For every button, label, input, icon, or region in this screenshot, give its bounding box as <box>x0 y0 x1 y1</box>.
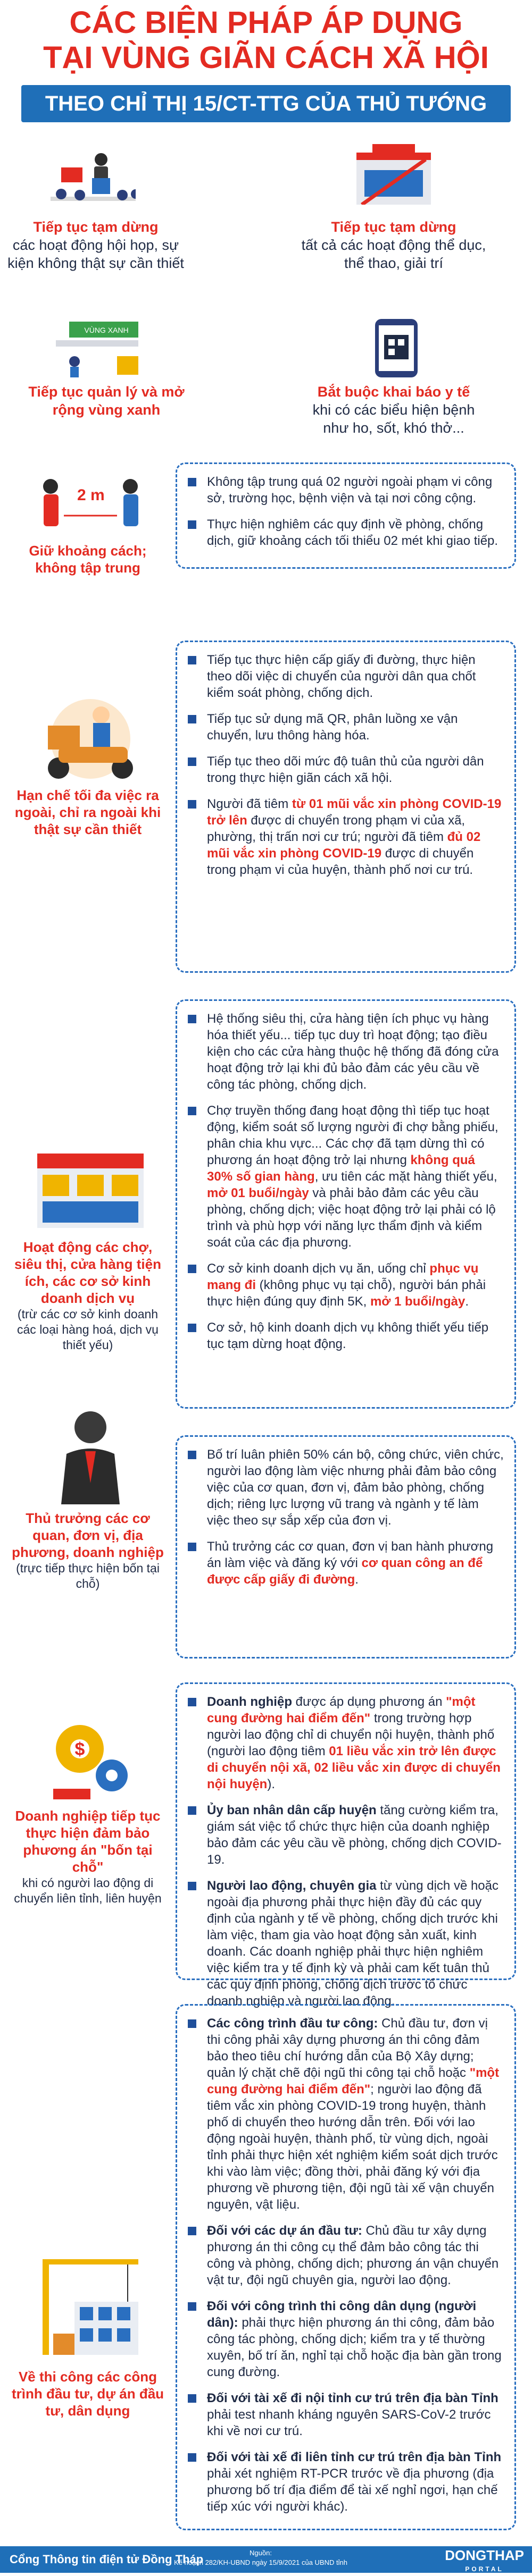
bullet-text: mở 01 buổi/ngày <box>207 1186 309 1200</box>
bullet-square-icon <box>188 478 196 486</box>
bullet-item <box>188 2449 504 2515</box>
bullet-item <box>188 1802 504 1868</box>
bullet-text: trong trường hợp người lao động chỉ di chuyển nội huyện, thành phố (người lao động tiêm <box>207 1711 495 1758</box>
footer-source <box>160 2548 362 2567</box>
section-4-heading: Thủ trưởng các cơ quan, đơn vị, địa phương, doanh nghiệp <box>12 1510 164 1560</box>
bullet-square-icon <box>188 1107 196 1115</box>
bullet-text: Thực hiện nghiêm các quy định về phòng, chống dịch, giữ khoảng cách tối thiểu 02 mét khi giao tiếp. <box>207 517 498 548</box>
bullet-text: tăng cường kiểm tra, giám sát việc tổ chức thực hiện của doanh nghiệp bảo đảm các yêu cầu về phòng, chống dịch COVID-19. <box>207 1803 502 1867</box>
bullet-text: Đối với các dự án đầu tư: <box>207 2224 362 2238</box>
qr-phone-icon <box>372 319 458 383</box>
bullet-text: cơ quan công an để được cấp giấy đi đường <box>207 1556 483 1587</box>
bullet-text: phải thực hiện phương án thi công, đảm bảo công tác phòng, chống dịch; kiểm tra y tế thường xuyên, bố trí ăn, nghỉ tại chỗ hoặc địa bàn gần trong cung đường. <box>207 2316 502 2379</box>
bullet-item <box>188 1878 504 2009</box>
bullet-item <box>188 1260 504 1310</box>
bullet-text: từ 01 mũi vắc xin phòng COVID-19 trở lên <box>207 797 502 828</box>
section-1-side <box>8 542 168 576</box>
footer <box>0 2546 532 2573</box>
top-item-3 <box>11 383 202 419</box>
section-3-sub: (trừ các cơ sở kinh doanh các loại hàng hoá, dịch vụ thiết yếu) <box>17 1307 159 1352</box>
bullet-text: Doanh nghiệp <box>207 1695 292 1709</box>
section-2-side <box>8 787 168 838</box>
bullet-text: và phải bảo đảm các yêu cầu phòng, chống dịch; việc hoạt động trở lại phải có lộ trình và phù hợp với năng lực thẩm định và kiểm soát của các địa phương. <box>207 1186 496 1250</box>
bullet-text: không quá 30% số gian hàng <box>207 1153 475 1184</box>
section-2-heading: Hạn chế tối đa việc ra ngoài, chỉ ra ngoài khi thật sự cần thiết <box>14 787 161 837</box>
bullet-text: Chủ đầu tư, đơn vị thi công phải xây dựng phương án thi công đảm bảo theo tiêu chí hướng dẫn của Bộ Xây dựng; quản lý chặt chẽ đội ngũ thi công tại chỗ hoặc <box>207 2016 488 2080</box>
bullet-text: được áp dụng phương án <box>292 1695 446 1709</box>
bullet-square-icon <box>188 656 196 664</box>
top-item-1-text: các hoạt động hội họp, sự kiện không thật sự cần thiết <box>7 237 184 271</box>
top-item-4 <box>298 383 489 437</box>
bullet-square-icon <box>188 520 196 529</box>
bullet-text: (không phục vụ tại chỗ), người bán phải thực hiện đúng quy định 5K, <box>207 1278 486 1309</box>
section-4-box <box>176 1435 516 1659</box>
bullet-item <box>188 652 504 701</box>
bullet-square-icon <box>188 2227 196 2235</box>
top-item-1-heading: Tiếp tục tạm dừng <box>33 219 159 235</box>
svg-text:$: $ <box>74 1739 85 1760</box>
bullet-square-icon <box>188 1324 196 1332</box>
bullet-square-icon <box>188 2453 196 2462</box>
bullet-square-icon <box>188 1698 196 1706</box>
bullet-item <box>188 2015 504 2213</box>
bullet-text: Cơ sở, hộ kinh doanh dịch vụ không thiết yếu tiếp tục tạm dừng hoạt động. <box>207 1320 489 1351</box>
bullet-square-icon <box>188 2019 196 2028</box>
subtitle-banner: THEO CHỈ THỊ 15/CT-TTG CỦA THỦ TƯỚNG CHÍNH PHỦ <box>21 85 511 122</box>
bullet-item <box>188 2390 504 2439</box>
bullet-item <box>188 1011 504 1093</box>
bullet-item <box>188 1694 504 1792</box>
section-4-side <box>8 1510 168 1592</box>
bullet-text: . <box>355 1572 359 1587</box>
bullet-square-icon <box>188 1806 196 1815</box>
bullet-text: Đối với công trình thi công dân dụng (người dân): <box>207 2299 477 2330</box>
section-3-heading: Hoạt động các chợ, siêu thị, cửa hàng tiện ích, các cơ sở kinh doanh dịch vụ <box>14 1239 161 1306</box>
footer-portal-name: Cổng Thông tin điện tử Đồng Tháp <box>10 2553 204 2566</box>
bullet-text: Tiếp tục theo dõi mức độ tuân thủ của người dân trong thực hiện giãn cách xã hội. <box>207 754 484 785</box>
manager-icon <box>56 1409 125 1504</box>
bullet-text: 01 liều vắc xin trở lên được di chuyển nội xã, 02 liều vắc xin được di chuyển nội huyện <box>207 1744 501 1791</box>
bullet-text: . <box>465 1294 469 1309</box>
bullet-item <box>188 711 504 744</box>
top-item-3-heading: Tiếp tục quản lý và mở rộng vùng xanh <box>28 384 185 418</box>
section-4-sub: (trực tiếp thực hiện bốn tại chỗ) <box>16 1561 160 1590</box>
construction-icon <box>32 2254 149 2360</box>
bullet-text: Bố trí luân phiên 50% cán bộ, công chức, viên chức, người lao động làm việc nhưng phải đảm bảo công việc của cơ quan, đơn vị, đảm bảo phòng, chống dịch; riêng lực lượng vũ trang và ngành y tế làm việc theo sự sắp xếp của đơn vị. <box>207 1447 504 1528</box>
bullet-square-icon <box>188 1451 196 1459</box>
section-1-box <box>176 462 516 569</box>
bullet-text: được di chuyển trong phạm vi của huyện, thành phố nơi cư trú. <box>207 846 474 877</box>
bullet-text: ; người lao động đã tiêm vắc xin phòng COVID-19 trong huyện, thành phố di chuyển theo hướng dẫn trên. Đối với lao động ngoài huyện, thành phố, từ vùng dịch, ngoài tỉnh phải thực hiện xét nghiệm kiểm soát dịch trước khi vào làm việc; đồng thời, phải đăng ký với địa phương về phương tiện, đội ngũ tài xế vận chuyển nguyên, vật liệu. <box>207 2082 498 2212</box>
bullet-item <box>188 753 504 786</box>
section-5-box <box>176 1682 516 2008</box>
bullet-text: đủ 02 mũi vắc xin phòng COVID-19 <box>207 830 481 861</box>
page-title <box>0 5 532 75</box>
section-5-heading: Doanh nghiệp tiếp tục thực hiện đảm bảo phương án "bốn tại chỗ" <box>15 1808 161 1875</box>
bullet-text: phải xét nghiệm RT-PCR trước về địa phương (địa phương bố trí địa điểm để tài xế nghỉ ngơi, hạn chế tiếp xúc với người khác). <box>207 2466 498 2514</box>
bullet-text: , ưu tiên các mặt hàng thiết yếu, <box>314 1169 497 1184</box>
market-stores-icon <box>32 1143 149 1233</box>
bullet-text: Người lao động, chuyên gia <box>207 1879 377 1893</box>
bullet-item <box>188 2223 504 2288</box>
section-1-heading: Giữ khoảng cách; không tập trung <box>29 543 147 576</box>
footer-brand-sub: PORTAL <box>465 2565 504 2573</box>
section-6-side <box>8 2368 168 2419</box>
bullet-text: mở 1 buổi/ngày <box>370 1294 466 1309</box>
bullet-square-icon <box>188 715 196 723</box>
footer-brand: DONGTHAP <box>445 2547 524 2563</box>
top-item-2-heading: Tiếp tục tạm dừng <box>331 219 456 235</box>
bullet-text: Cơ sở kinh doanh dịch vụ ăn, uống chỉ <box>207 1261 430 1276</box>
bullet-text: từ vùng dịch về hoặc ngoài địa phương phải thực hiện đầy đủ các quy định của ngành y tế về phòng, chống dịch trước khi làm việc, tham gia vào hoạt động sản xuất, kinh doanh. Các doanh nghiệp phải thực hiện nghiêm việc kiểm tra y tế định kỳ và phải cam kết tuân thủ các quy định phòng, chống dịch trước tổ chức doanh nghiệp và người lao động. <box>207 1879 499 2008</box>
section-3-box <box>176 999 516 1409</box>
delivery-scooter-icon <box>27 696 154 781</box>
bullet-text: "một cung đường hai điểm đến" <box>207 2066 500 2097</box>
bullet-square-icon <box>188 1015 196 1023</box>
section-5-sub: khi có người lao động di chuyển liên tỉnh, liên huyện <box>14 1876 162 1905</box>
bullet-item <box>188 1446 504 1529</box>
bullet-square-icon <box>188 2394 196 2403</box>
top-item-2 <box>298 218 489 272</box>
bullet-item <box>188 516 504 549</box>
bullet-square-icon <box>188 757 196 766</box>
bullet-text: ). <box>267 1777 276 1791</box>
bullet-text: phục vụ mang đi <box>207 1261 479 1292</box>
section-6-box <box>176 2004 516 2530</box>
bullet-text: Đối với tài xế đi liên tỉnh cư trú trên địa bàn Tỉnh <box>207 2450 502 2464</box>
bullet-item <box>188 1319 504 1352</box>
top-item-2-text: tất cả các hoạt động thể dục, thể thao, giải trí <box>301 237 486 271</box>
bullet-text: Hệ thống siêu thị, cửa hàng tiện ích phục vụ hàng hóa thiết yếu... tiếp tục duy trì hoạt động; tạo điều kiện cho các cửa hàng thuộc hệ thống đã đóng cửa hoạt động trở lại khi đủ bảo đảm các yêu cầu về công tác phòng, chống dịch. <box>207 1012 499 1092</box>
bullet-text: được di chuyển trong phạm vi của xã, phường, thị trấn nơi cư trú; người đã tiêm <box>207 813 466 844</box>
title-line-2: TẠI VÙNG GIÃN CÁCH XÃ HỘI <box>43 40 489 75</box>
green-zone-sign: VÙNG XANH <box>84 326 129 334</box>
title-line-1: CÁC BIỆN PHÁP ÁP DỤNG <box>69 5 463 40</box>
section-2-box <box>176 641 516 973</box>
footer-logo <box>445 2548 524 2576</box>
bullet-text: Tiếp tục sử dụng mã QR, phân luồng xe vận chuyển, lưu thông hàng hóa. <box>207 712 458 743</box>
section-3-side <box>8 1239 168 1353</box>
bullet-text: Thủ trưởng các cơ quan, đơn vị ban hành phương án làm việc và đăng ký với <box>207 1539 494 1570</box>
gym-icon <box>351 141 436 205</box>
section-6-heading: Về thi công các công trình đầu tư, dự án đầu tư, dân dụng <box>11 2369 164 2419</box>
top-item-4-heading: Bắt buộc khai báo y tế <box>317 384 470 400</box>
section-5-side <box>8 1807 168 1906</box>
top-item-1 <box>0 218 192 272</box>
top-item-4-text: khi có các biểu hiện bệnh như ho, sốt, khó thở... <box>312 402 475 436</box>
bullet-text: Ủy ban nhân dân cấp huyện <box>207 1803 377 1817</box>
footer-source-label: Nguồn: <box>250 2549 272 2557</box>
bullet-item <box>188 796 504 878</box>
bullet-text: Chợ truyền thống đang hoạt động thì tiếp tục hoạt động, kiểm soát số lượng người đi chợ bằng phiếu, phân chia khu vực... Các chợ đã tạm dừng thì có phương án hoạt động trở lại nhưng <box>207 1104 498 1167</box>
bullet-text: phải test nhanh kháng nguyên SARS-CoV-2 trước khi về nơi cư trú. <box>207 2407 491 2438</box>
bullet-text: Không tập trung quá 02 người ngoài phạm vi công sở, trường học, bệnh viện và tại nơi công cộng. <box>207 475 493 506</box>
bullet-square-icon <box>188 1543 196 1551</box>
bullet-text: Các công trình đầu tư công: <box>207 2016 378 2031</box>
bullet-item <box>188 474 504 507</box>
footer-source-text: Kế hoạch 282/KH-UBND ngày 15/9/2021 của UBND tỉnh <box>174 2558 347 2566</box>
bullet-square-icon <box>188 1882 196 1890</box>
bullet-text: Đối với tài xế đi nội tỉnh cư trú trên địa bàn Tỉnh <box>207 2391 498 2405</box>
business-gears-icon <box>43 1717 138 1802</box>
bullet-item <box>188 1538 504 1588</box>
bullet-square-icon <box>188 2302 196 2311</box>
distance-badge: 2 m <box>77 486 105 504</box>
bullet-text: Người đã tiêm <box>207 797 292 811</box>
meeting-icon <box>51 146 136 210</box>
bullet-text: Tiếp tục thực hiện cấp giấy đi đường, thực hiện theo dõi việc di chuyển của người dân qua chốt kiểm soát phòng, chống dịch. <box>207 653 476 700</box>
bullet-item <box>188 1102 504 1251</box>
bullet-square-icon <box>188 800 196 809</box>
bullet-text: "một cung đường hai điểm đến" <box>207 1695 476 1725</box>
green-zone-icon <box>53 319 138 383</box>
bullet-text: Chủ đầu tư xây dựng phương án thi công cụ thể đảm bảo công tác thi công và phòng, chống dịch; phương án vận chuyển vật tư, đội ngũ chuyên gia, người lao động. <box>207 2224 499 2287</box>
bullet-square-icon <box>188 1265 196 1273</box>
bullet-item <box>188 2298 504 2380</box>
